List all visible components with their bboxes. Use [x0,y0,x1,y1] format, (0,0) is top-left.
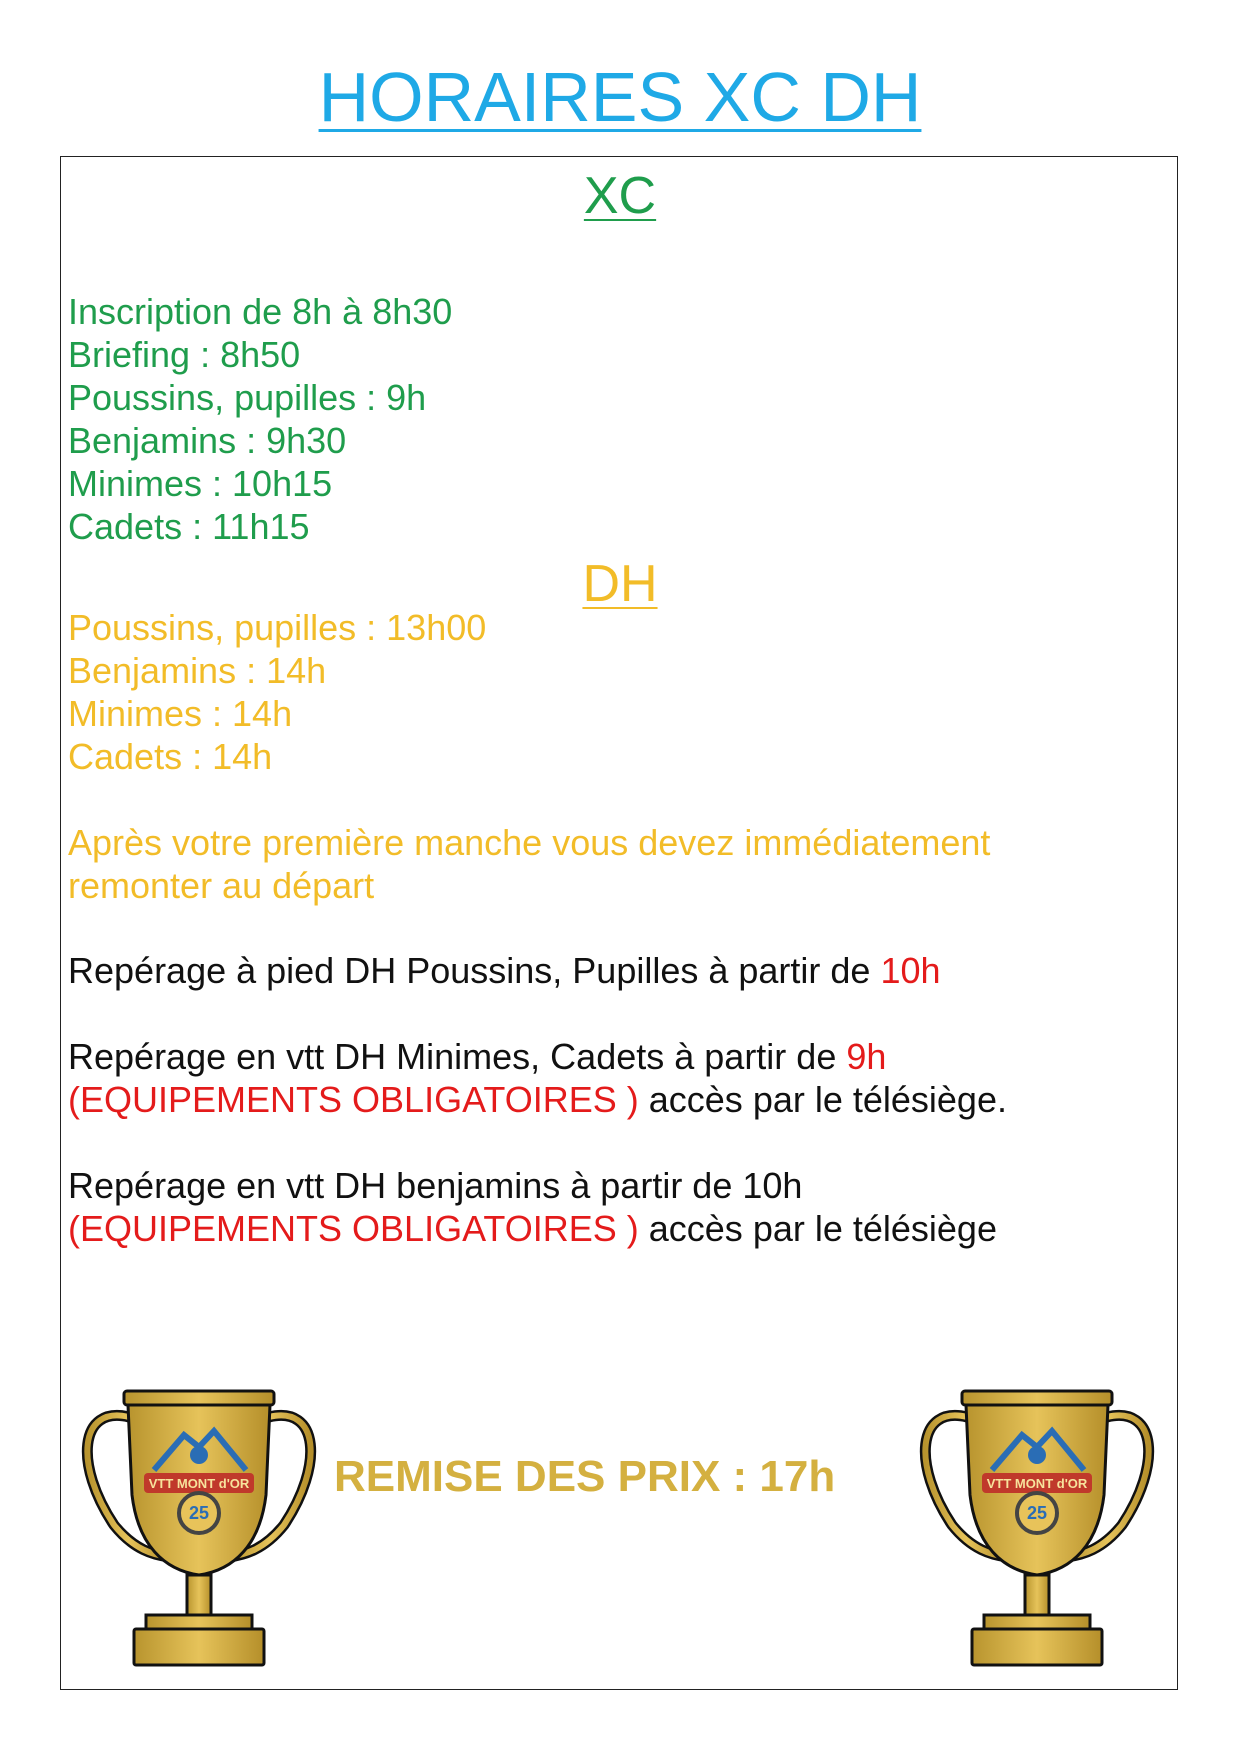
page-title: HORAIRES XC DH [318,58,922,136]
dh-line: Cadets : 14h [68,736,273,777]
svg-text:25: 25 [188,1503,210,1523]
reperage-minimes-text: Repérage en vtt DH Minimes, Cadets à partir de [68,1036,847,1077]
trophy-icon [912,1385,1162,1675]
xc-line: Cadets : 11h15 [68,506,310,547]
svg-text:VTT MONT d'OR: VTT MONT d'OR [148,1476,250,1491]
reperage-benjamins-line: Repérage en vtt DH benjamins à partir de 10h [68,1165,803,1206]
xc-line: Benjamins : 9h30 [68,420,347,461]
svg-text:25: 25 [1026,1503,1048,1523]
reperage-minimes-equip-line [68,1079,1007,1120]
xc-line: Minimes : 10h15 [68,463,333,504]
reperage-pied-time: 10h [880,950,941,991]
equipment-warning: (EQUIPEMENTS OBLIGATOIRES ) [68,1208,639,1249]
access-text: accès par le télésiège. [638,1079,1007,1120]
reperage-pied-line [68,950,941,991]
reperage-benjamins-equip-line [68,1208,997,1249]
xc-line: Poussins, pupilles : 9h [68,377,427,418]
access-text: accès par le télésiège [638,1208,997,1249]
reperage-pied-text: Repérage à pied DH Poussins, Pupilles à partir de [68,950,881,991]
dh-heading: DH [582,555,658,613]
dh-line: Minimes : 14h [68,693,293,734]
svg-text:VTT MONT d'OR: VTT MONT d'OR [986,1476,1088,1491]
reperage-minimes-line [68,1036,887,1077]
dh-note-line: Après votre première manche vous devez immédiatement [68,822,991,863]
trophy-icon [74,1385,324,1675]
xc-line: Briefing : 8h50 [68,334,301,375]
dh-line: Poussins, pupilles : 13h00 [68,607,487,648]
dh-note-line: remonter au départ [68,865,375,906]
xc-heading: XC [583,167,657,225]
prize-ceremony: REMISE DES PRIX : 17h [334,1452,836,1501]
dh-line: Benjamins : 14h [68,650,327,691]
reperage-minimes-time: 9h [846,1036,887,1077]
equipment-warning: (EQUIPEMENTS OBLIGATOIRES ) [68,1079,639,1120]
xc-line: Inscription de 8h à 8h30 [68,291,453,332]
